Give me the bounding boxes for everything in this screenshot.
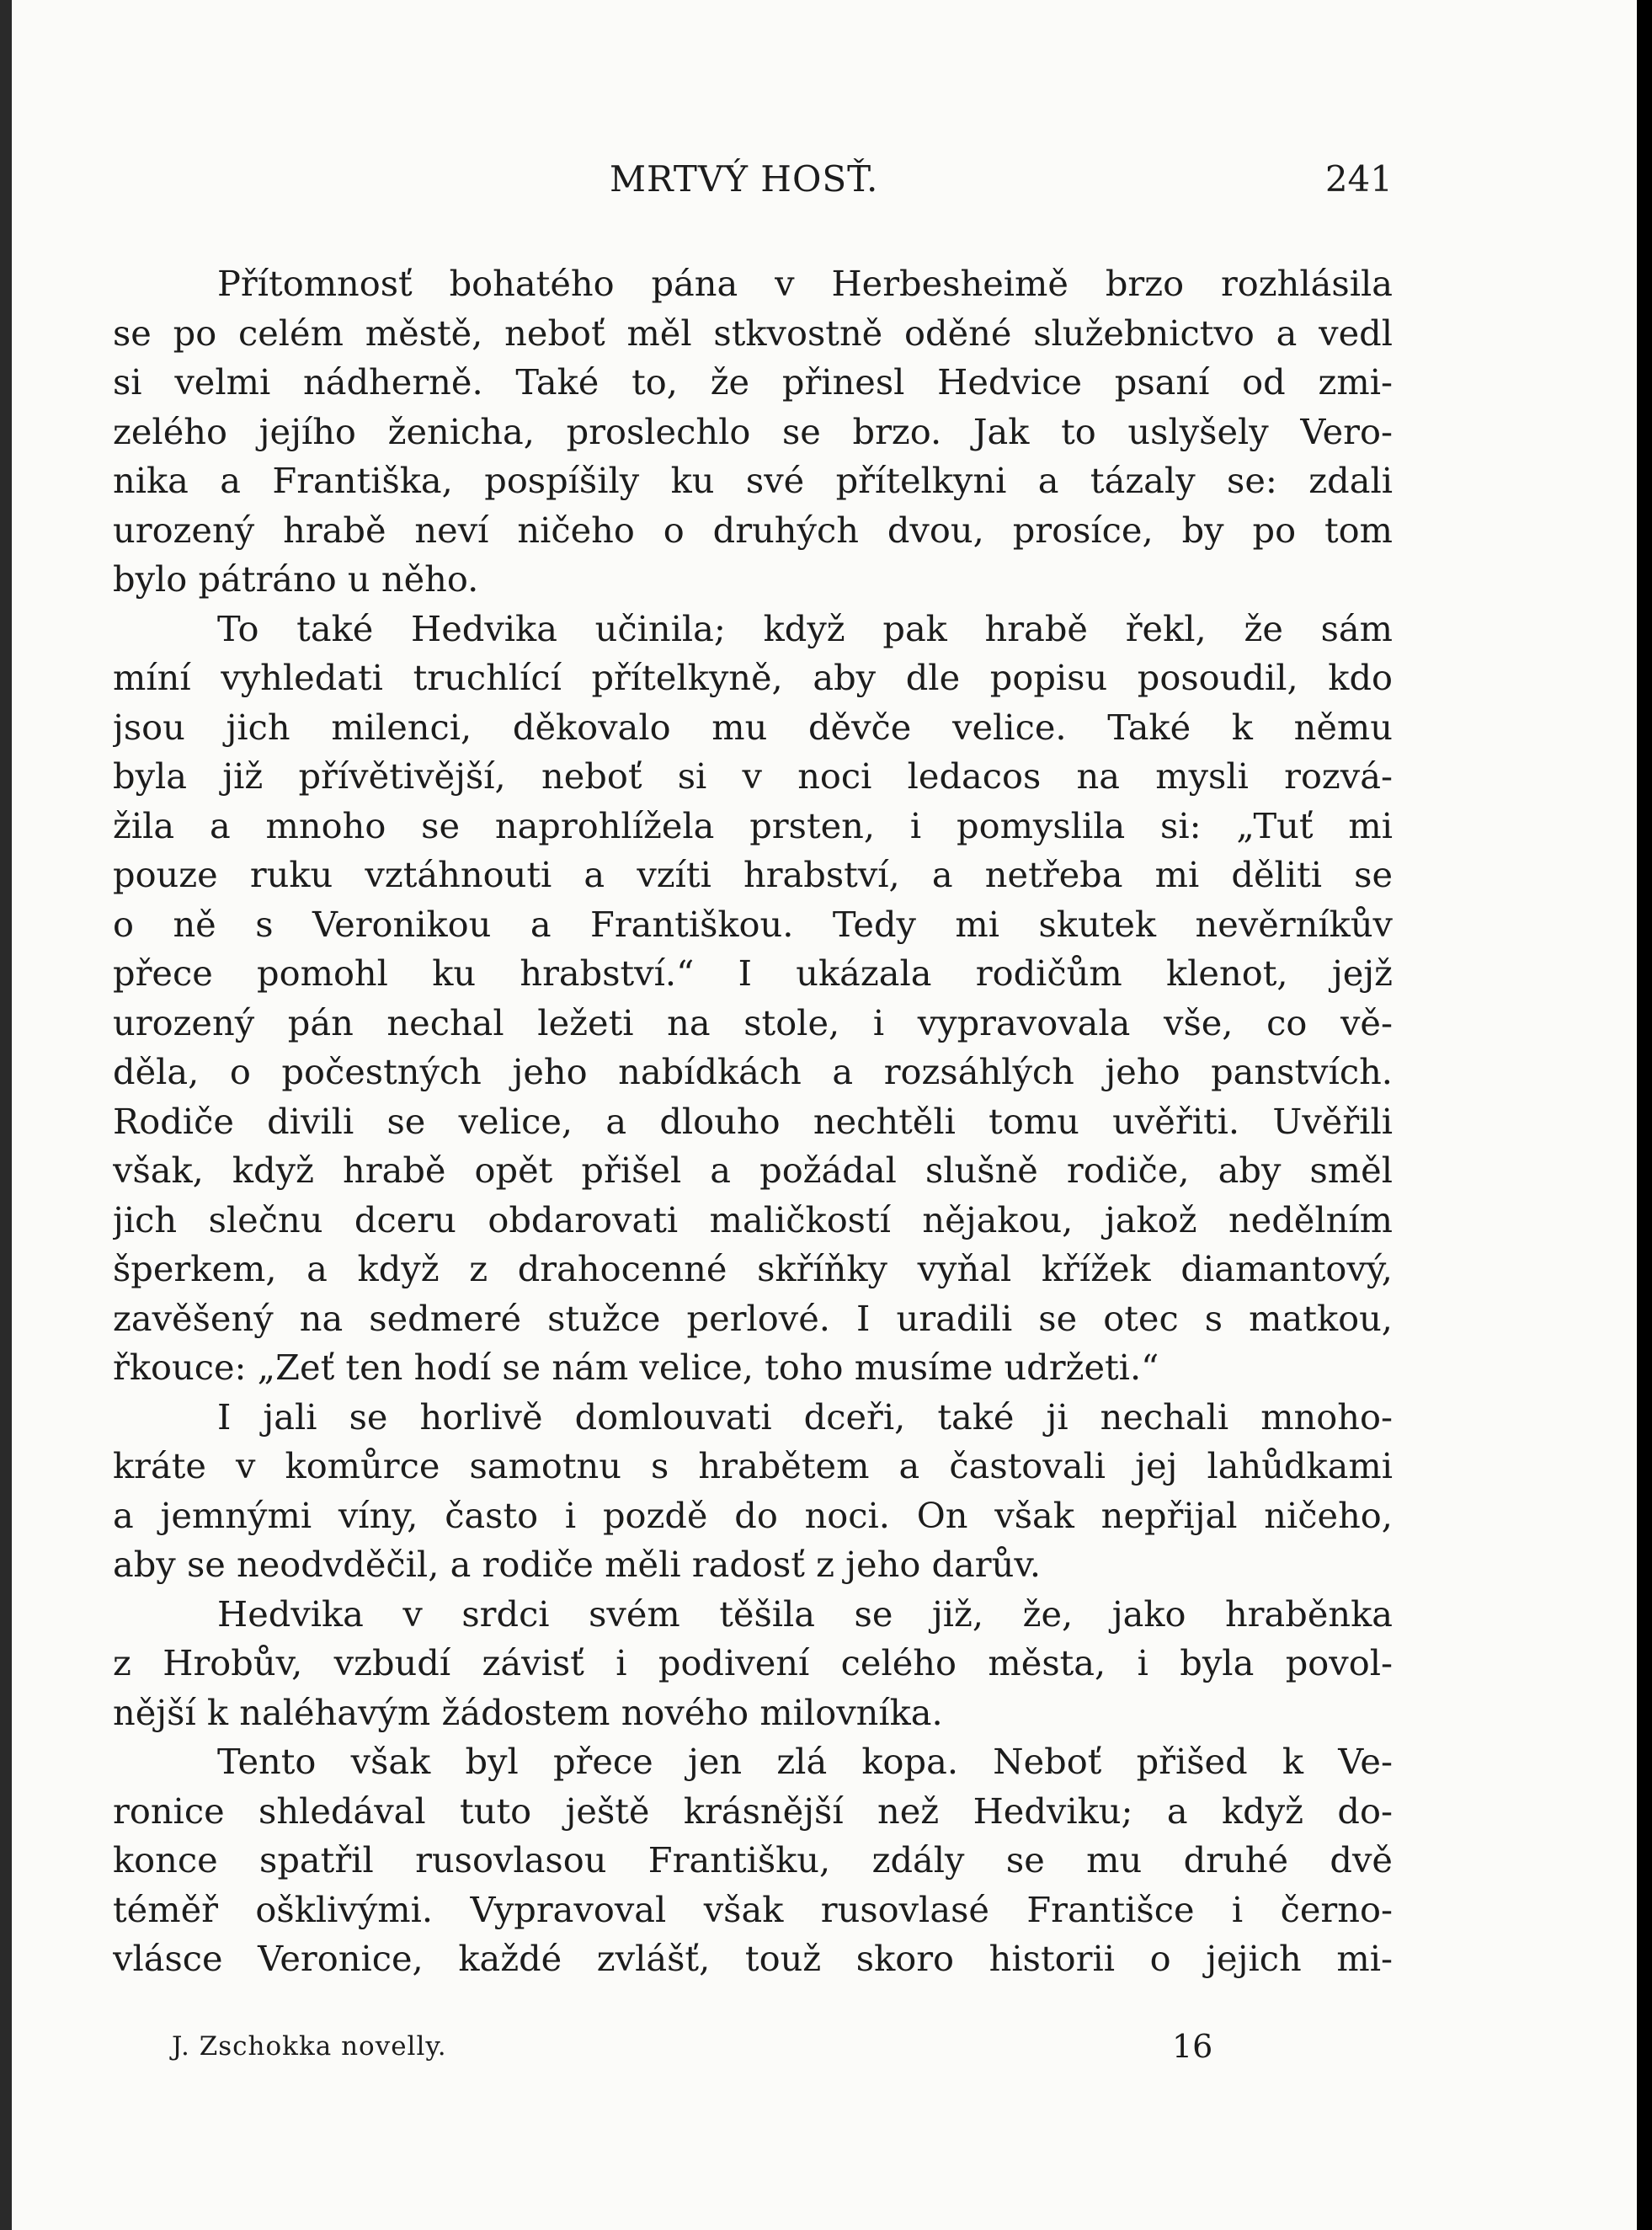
text-line: kráte v komůrce samotnu s hrabětem a častovali jej lahůdkami [113,1445,1393,1486]
text-line: ronice shledával tuto ještě krásnější než Hedviku; a když do- [113,1790,1393,1832]
text-line: Tento však byl přece jen zlá kopa. Neboť přišed k Ve- [217,1741,1393,1782]
text-line: z Hrobův, vzbudí závisť i podivení celého města, i byla povol- [113,1642,1393,1683]
text-line: zelého jejího ženicha, proslechlo se brzo. Jak to uslyšely Vero- [113,410,1393,452]
text-line: přece pomohl ku hrabství.“ I ukázala rodičům klenot, jejž [113,952,1393,994]
text-line: I jali se horlivě domlouvati dceři, také ji nechali mnoho- [217,1395,1393,1438]
text-line: To také Hedvika učinila; když pak hrabě řekl, že sám [217,607,1393,649]
sheet-number: 16 [1172,2028,1213,2065]
book-spine-shadow [0,0,12,2230]
page-number: 241 [1324,158,1393,200]
text-line: si velmi nádherně. Také to, že přinesl Hedvice psaní od zmi- [113,361,1393,403]
text-line: aby se neodvděčil, a rodiče měli radosť z jeho darův. [113,1544,1042,1585]
text-line: vlásce Veronice, každé zvlášť, touž skoro historii o jejich mi- [113,1938,1393,1979]
text-line: Přítomnosť bohatého pána v Herbesheimě brzo rozhlásila [217,263,1393,304]
text-line: žila a mnoho se naprohlížela prsten, i pomyslila si: „Tuť mi [113,804,1393,846]
text-line: jich slečnu dceru obdarovati maličkostí nějakou, jakož nedělním [113,1198,1393,1240]
page-header [113,158,1393,209]
page-footer [113,2028,1393,2078]
text-line: a jemnými víny, často i pozdě do noci. On však nepřijal ničeho, [113,1494,1393,1536]
text-line: pouze ruku vztáhnouti a vzíti hrabství, a netřeba mi děliti se [113,854,1393,895]
text-line: nější k naléhavým žádostem nového milovníka. [113,1691,943,1733]
text-line: bylo pátráno u něho. [113,558,479,600]
text-line: zavěšený na sedmeré stužce perlové. I uradili se otec s matkou, [113,1297,1393,1339]
body-text [113,259,1393,1984]
text-line: se po celém městě, neboť měl stkvostně oděné služebnictvo a vedl [113,312,1393,354]
text-line: Hedvika v srdci svém těšila se již, že, jako hraběnka [217,1592,1393,1635]
printer-signature: J. Zschokka novelly. [172,2031,447,2062]
text-line: děla, o počestných jeho nabídkách a rozsáhlých jeho panstvích. [113,1051,1393,1092]
text-line: byla již přívětivější, neboť si v noci ledacos na mysli rozvá- [113,755,1393,797]
text-line: nika a Františka, pospíšily ku své přítelkyni a tázaly se: zdali [113,460,1393,501]
text-line: šperkem, a když z drahocenné skříňky vyňal křížek diamantový, [113,1248,1393,1289]
text-line: však, když hrabě opět přišel a požádal slušně rodiče, aby směl [113,1150,1393,1191]
text-line: konce spatřil rusovlasou Františku, zdály se mu druhé dvě [113,1839,1393,1881]
text-line: téměř ošklivými. Vypravoval však rusovlasé Františce i černo- [113,1888,1393,1930]
scan-border [1637,0,1652,2230]
text-line: o ně s Veronikou a Františkou. Tedy mi skutek nevěrníkův [113,903,1393,945]
running-title: MRTVÝ HOSŤ. [610,158,879,200]
text-line: jsou jich milenci, děkovalo mu děvče velice. Také k němu [113,706,1393,748]
book-page [12,0,1637,2230]
text-line: míní vyhledati truchlící přítelkyně, aby dle popisu posoudil, kdo [113,657,1393,698]
text-line: Rodiče divili se velice, a dlouho nechtěli tomu uvěřiti. Uvěřili [113,1100,1393,1142]
text-line: řkouce: „Zeť ten hodí se nám velice, toho musíme udržeti.“ [113,1347,1159,1388]
text-line: urozený pán nechal ležeti na stole, i vypravovala vše, co vě- [113,1001,1393,1043]
text-line: urozený hrabě neví ničeho o druhých dvou, prosíce, by po tom [113,509,1393,551]
